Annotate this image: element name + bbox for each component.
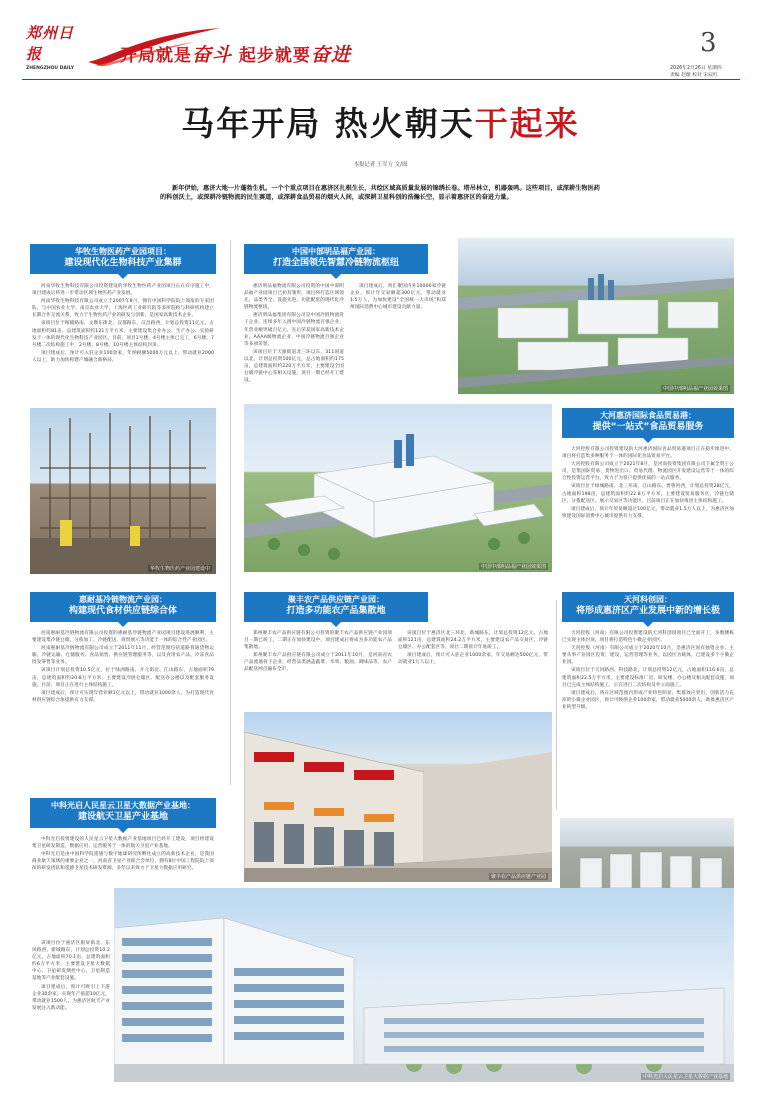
section-title-cold-2: 打造全国领先智慧冷链物流枢纽	[272, 258, 399, 268]
masthead-divider	[22, 79, 740, 80]
paragraph: 河南惠耐基冷链物流有限公司成立于2011年11月，经营范围包括道路普通货物运输、冷链运输、仓储服务、食品销售、供应链管理服务等，以及食用农产品、冷冻食品批发零售等业务。	[32, 646, 214, 666]
article-biomed	[32, 283, 214, 365]
column-divider	[556, 600, 557, 810]
article-tianhe	[562, 630, 734, 712]
section-header-biomed	[30, 244, 216, 274]
newspaper-logo	[26, 22, 86, 71]
paragraph: 项目建成后，预计年贸易额超过100亿元，带动就业1.5万人以上，为惠济区加快建设国际消费中心城市提供有力支撑。	[562, 506, 734, 519]
slogan	[120, 40, 351, 67]
edition-date: 2026年2月26日 星期四	[670, 66, 722, 71]
section-title-cold-1: 中国中部明品福产业园：	[292, 247, 380, 256]
section-title-jumu-2: 打造多功能农产品集散地	[286, 606, 386, 616]
section-title-satellite-2: 建设航天卫星产业基地	[77, 812, 168, 822]
section-title-biomed-1: 华牧生物医药产业园项目：	[75, 247, 171, 256]
paragraph: 天河控股（河南）有限公司投资建设的天河科创园项目已全面开工，多数楼栋已实现主体封顶，项目将打造特色小微企业园区。	[562, 631, 734, 644]
photo-jumu-market	[244, 712, 552, 882]
column-divider	[230, 240, 231, 785]
intro-text: 新年伊始，惠济大地一片蓬勃生机。一个个重点项目在惠济区扎根生长，共绘区域高质量发展的锦绣长卷。塔吊林立，机器轰鸣。这些项目，或深耕生物医药的科创沃土，或深耕冷链物流的民生赛道，或深耕食品贸易的烟火人间，或深耕卫星科创的浩瀚长空，显示着惠济区的奋进力量。	[160, 185, 600, 202]
paragraph: 惠济明品福集团有限公司是中国冷链物流骨干企业，连续多年入围中国冷链物流百强企业，年营业额突破百亿元，先后荣获国家高新技术企业、AAAA级物流企业、中国冷链物流百强企业等多项荣誉。	[244, 313, 344, 347]
slogan-part2: 起步就要	[232, 46, 311, 66]
paragraph: 该项目位于天河路西、科技路北，计划总投资12亿元，占地面积116.6亩，总建筑面积22.5万平方米，主要建设标准厂房、研发楼、办公楼及相关配套设施，项目已完成主体结构施工，正在进行二次结构及外立面施工。	[562, 668, 734, 688]
caption-satellite: 中科光启人民星云卫星大数据产业基地	[642, 1074, 728, 1080]
paragraph: 项目建成后，将在区域范围内形成产业特色明显、集群效应突出、创新活力充沛的小微企业园区，预计可吸纳企业100余家，带动就业5000余人，助推惠济区产业转型升级。	[562, 690, 734, 710]
paragraph: 惠济明品福物流有限公司投资的中国中部明品福产业园项目已初具雏形，项目将打造区域领先、品类齐全、设施先进、功能配套的现代化冷链物流枢纽。	[244, 284, 344, 311]
paragraph: 天河控股（河南）有限公司成立于2020年10月，是惠济区国有独资企业，主要从事产业园区投资、建设、运营管理等业务，以园区为载体，已建设多个小微企业园。	[562, 646, 734, 666]
paragraph: 该项目计划总投资10.5亿元，位于绿洲路南、开元街北、江山路东，占地面积79亩，总建筑面积约20.8万平方米，主要建设冷链仓储区、配送办公楼以及配套服务设施。目前，项目正在进行主体结构施工。	[32, 668, 214, 688]
paragraph: 项目建成后，预计可入驻企业1000余家，年交易额达500亿元，带动就业1万人以上。	[398, 653, 548, 666]
paragraph: 项目建成后，预计可入驻企业100余家，年纳税额5000万元以上，带动就业2000人以上，助力加快构建产城融合新格局。	[32, 350, 214, 363]
paragraph: 中科光启投资建设的人民星云卫星大数据产业基地项目已经开工建设，项目将建设集卫星研发制造、数据应用、运营服务于一体的航天卫星产业基地。	[32, 837, 214, 850]
section-title-food-1: 大河惠济国际食品贸易港：	[600, 411, 696, 420]
paragraph: 该项目位于惠济区银屏街北、东风路西、新城路东，计划总投资10.2亿元，占地面积70.1亩，总建筑面积约6万平方米，主要建设卫星大数据中心、卫星研发测控中心、卫星制造基地等产业配套设施。	[32, 941, 110, 982]
article-food	[562, 446, 734, 521]
paragraph: 该项目位于稼穑路南、文教东街北、汉都路东、汉昌路西，计划总投资11亿元，占地面积约81亩，总建筑面积约121万平方米，主要建设集合业办公、生产办公、实验研发于一体的现代化生物科技产业园区。目前，项目1号楼、4号楼主体已完工，6号楼、7号楼二次结构施工中，2号楼、8号楼、10号楼主体结构封顶。	[32, 321, 214, 348]
paragraph: 中科光启是由中国科学院遥感与数字地球研究所孵化成立的高新技术企业，是我国商业航天领域的重要企业之一，河南省卫星产业联合会单位，拥有8位中国工程院院士领衔的研发团队和遥感卫星技术研发资源，多年以来致力于卫星大数据应用研究。	[32, 852, 214, 872]
page-number: 3	[700, 28, 717, 58]
masthead	[0, 0, 761, 82]
headline-part2: 干起来	[474, 104, 580, 143]
section-title-huiming-1: 惠耐基冷链物流产业园：	[79, 595, 167, 604]
slogan-part1: 开局就是	[120, 46, 192, 66]
section-header-cold	[244, 244, 428, 274]
article-cold-col1	[244, 283, 344, 385]
logo-subtitle: ZHENGZHOU DAILY	[26, 66, 74, 71]
paragraph: 郑州聚丰农产品供应链有限公司投资的聚丰农产品供应链产业园项目一期已竣工，二期正在加快建设中，项目建成后将成为多功能农产品集散地。	[244, 631, 392, 651]
section-title-jumu-1: 聚丰农产品供应链产业园：	[288, 595, 384, 604]
section-header-jumu	[244, 592, 428, 622]
paragraph: 该项目位于天源街道北三环以东，311国道以北，计划总投资100亿元，总占地面积约175亩，总建筑面积约220万平方米，主要建设全国仓储冷链中心等相关设施，项目一期已经开工建设。	[244, 349, 344, 384]
paragraph: 大河控股有限公司成立于2021年8月，是河南投资集团有限公司下属全资子公司，是集国际贸易、货物进出口、贸易代理、物流园区开发建设运营等于一体的综合性投资运营平台，致力于为客户提供优质的一站式服务。	[562, 462, 734, 482]
section-title-satellite-1: 中科光启人民星云卫星大数据产业基地：	[51, 801, 195, 810]
article-satellite-top	[32, 836, 214, 873]
paragraph: 河南惠耐基冷链物流有限公司投资的惠耐基冷链物流产业园项目建设进展顺利，主要建设集冷链仓储、分拣加工、冷链配送、商贸展示等功能于一体的综合性产业园区。	[32, 631, 214, 644]
section-header-huiming	[30, 592, 216, 622]
article-satellite-bottom	[32, 940, 110, 1013]
caption-jumu: 聚丰农产品供应链产业园	[490, 874, 546, 880]
article-jumu-col1	[244, 630, 392, 675]
caption-cold-aerial: 中国中部明品福产业园效果图	[662, 386, 728, 392]
photo-cold-aerial	[458, 238, 734, 394]
paragraph: 河南华牧生物科技有限公司成立于2007年8月，拥有中国科学院院士领衔的专家团队，与中国农业大学、南京农业大学、上海医药工业研究院等多所院校与科研机构建立长期合作交流关系，致力于生物医药产业的研发与创新，是国家高新技术企业。	[32, 299, 214, 319]
paragraph: 郑州聚丰农产品供应链有限公司成立于2011年10月，是河南省农产品流通骨干企业，经营品类涵盖蔬菜、水果、粮油、调味品等，农产品配送网点遍布全市。	[244, 653, 392, 673]
section-header-satellite	[30, 798, 216, 828]
paragraph: 河南华牧生物科技有限公司投资建设的华牧生物医药产业园项目正在有序施工中，项目建成后将进一步带动区域生物医药产业发展。	[32, 284, 214, 297]
article-cold-col2	[350, 283, 446, 312]
paragraph: 项目建成后，将汇聚国内外10000家冷链企业，预计年交易额超300亿元，带动就业1.5万人，为加快建设“全国统一大市场”和郑州国际消费中心城市建设贡献力量。	[350, 284, 446, 311]
section-header-tianhe	[562, 592, 734, 622]
page-headline	[0, 98, 761, 145]
headline-part1: 马年开局 热火朝天	[181, 104, 475, 143]
logo-text: 郑州日报	[26, 24, 75, 63]
edition-editors: 责编 赵璇 校对 宋辰红	[670, 73, 718, 78]
section-title-biomed-2: 建设现代化生物科技产业集群	[64, 258, 182, 268]
section-title-huiming-2: 构建现代食材供应链综合体	[68, 606, 177, 616]
photo-biomed-construction	[30, 408, 216, 574]
paragraph: 该项目位于绿城路南、北三环南、江山路东、贾鲁河西，计划总投资28亿元，占地面积198亩，总建筑面积约22.8万平方米，主要建设贸易服务区、冷链仓储区、分拨配送区、展示交易区等功能区，目前项目正在加快推进主体结构施工。	[562, 484, 734, 504]
article-huiming	[32, 630, 214, 705]
byline: 本报记者 王军方 文/图	[353, 162, 408, 168]
slogan-word2: 奋进	[310, 44, 351, 66]
caption-cold-render: 中国中部明品福产业园效果图	[480, 564, 546, 570]
caption-biomed: 华牧生物医药产业园建设中	[149, 566, 210, 572]
photo-cold-render	[244, 404, 552, 572]
section-title-tianhe-2: 将形成惠济区产业发展中新的增长极	[575, 606, 720, 616]
section-title-food-2: 提供“一站式”食品贸易服务	[592, 422, 704, 432]
slogan-word1: 奋斗	[192, 44, 233, 66]
paragraph: 项目建成后，预计可吸引上下游企业30余家，实现年产值超10亿元，带动就业1500人，为惠济区航天产业发展注入新动能。	[32, 984, 110, 1011]
photo-satellite-render	[114, 888, 734, 1082]
paragraph: 项目建成后，预计可实现年营业额1亿元以上，带动就业1000余人，为打造现代食材供应链综合体提供有力支撑。	[32, 690, 214, 703]
section-header-food	[562, 408, 734, 438]
paragraph: 该项目位于惠济区北三环北、新城路东，计划总投资12亿元，占地面积121亩，总建筑面积24.2万平方米，主要建设农产品交易区、冷链仓储区、办公配套区等，项目二期预计年底竣工。	[398, 631, 548, 651]
article-jumu-col2	[398, 630, 548, 667]
section-title-tianhe-1: 天河科创园：	[624, 595, 672, 604]
paragraph: 大河控股有限公司投资建设的大河惠济国际食品贸易港项目正在稳步推进中，项目将打造集多种服务于一体的国际化食品贸易平台。	[562, 447, 734, 460]
